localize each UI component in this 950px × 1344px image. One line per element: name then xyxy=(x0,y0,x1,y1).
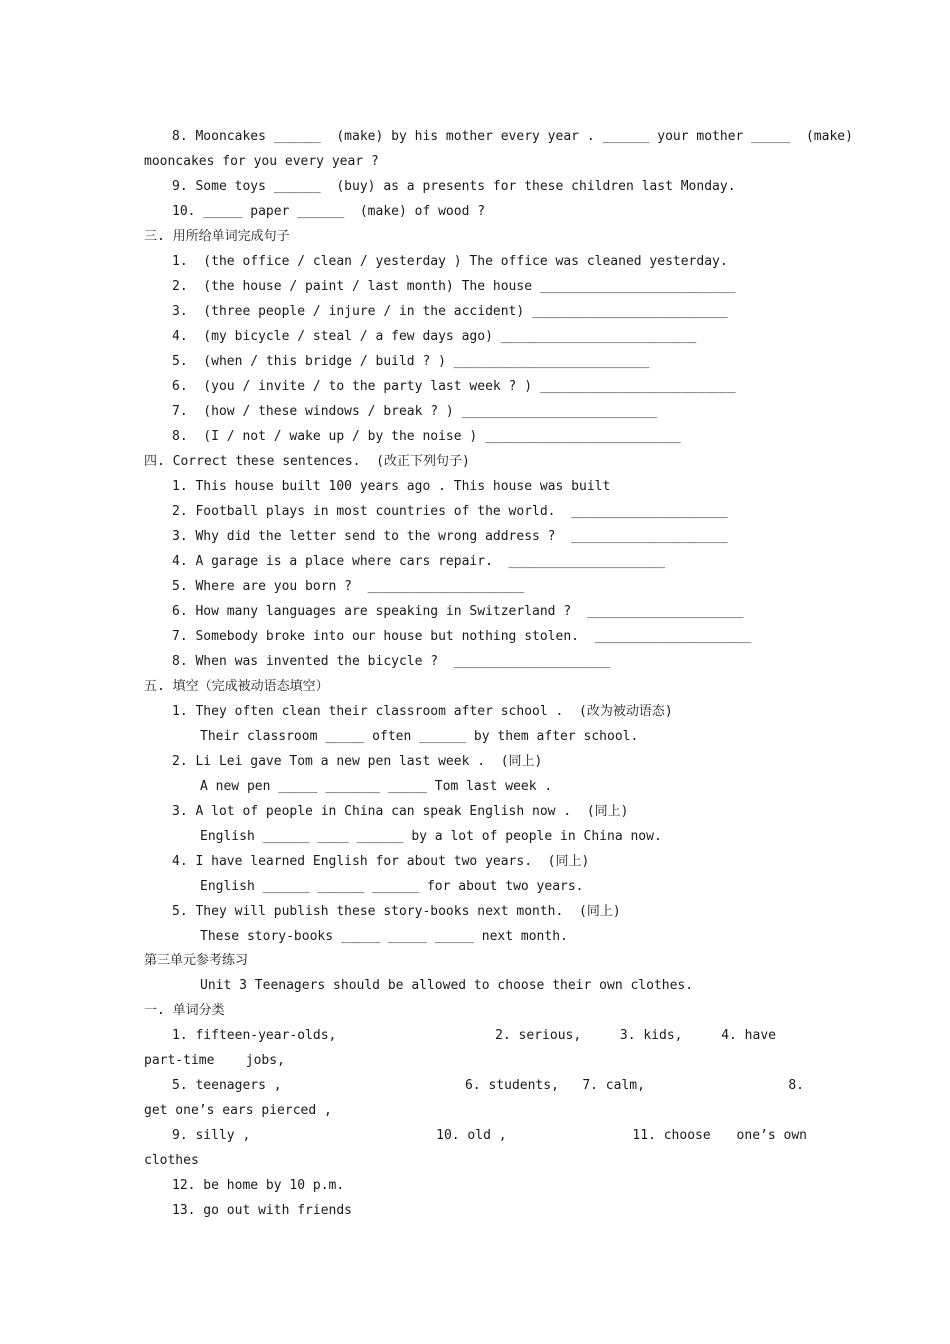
ex3-item-8: 8. (I / not / wake up / by the noise ) _________________________ xyxy=(172,429,681,444)
vocab-row-1-cont: part-time jobs, xyxy=(144,1053,285,1068)
vocab-word: 2. serious, xyxy=(495,1028,582,1043)
ex5-item-4: 4. I have learned English for about two years. (同上) xyxy=(172,854,590,869)
ex2-item-8-cont: mooncakes for you every year ? xyxy=(144,154,379,169)
vocab-word: 6. students, xyxy=(464,1078,559,1093)
section-5-heading: 五. 填空（完成被动语态填空） xyxy=(144,679,329,694)
vocab-word: 7. calm, xyxy=(582,1078,645,1093)
ex4-item-2: 2. Football plays in most countries of the world. ____________________ xyxy=(172,504,728,519)
ex4-item-7: 7. Somebody broke into our house but nothing stolen. ____________________ xyxy=(172,629,752,644)
vocab-row-1 xyxy=(172,1027,776,1045)
ex5-item-3: 3. A lot of people in China can speak English now . (同上) xyxy=(172,804,629,819)
vocab-row-5: 13. go out with friends xyxy=(172,1203,353,1218)
vocab-word: 5. teenagers , xyxy=(172,1078,282,1093)
ex4-item-6: 6. How many languages are speaking in Switzerland ? ____________________ xyxy=(172,604,744,619)
vocab-row-3-cont: clothes xyxy=(144,1153,199,1168)
ex3-item-5: 5. (when / this bridge / build ? ) _________________________ xyxy=(172,354,650,369)
ex3-item-4: 4. (my bicycle / steal / a few days ago) _________________________ xyxy=(172,329,697,344)
ex3-item-7: 7. (how / these windows / break ? ) _________________________ xyxy=(172,404,658,419)
vocab-word: 10. old , xyxy=(436,1128,507,1143)
vocab-word: one’s own xyxy=(736,1128,807,1143)
ex4-item-8: 8. When was invented the bicycle ? ____________________ xyxy=(172,654,611,669)
vocab-row-3 xyxy=(172,1127,807,1145)
vocab-row-2-cont: get one’s ears pierced , xyxy=(144,1103,332,1118)
ex5-item-1: 1. They often clean their classroom after school . (改为被动语态) xyxy=(172,704,673,719)
ex5-item-2: 2. Li Lei gave Tom a new pen last week . (同上) xyxy=(172,754,543,769)
vocab-word: 8. xyxy=(788,1078,804,1093)
vocab-word: 4. have xyxy=(721,1028,776,1043)
ex5-item-4-answer: English ______ ______ ______ for about two years. xyxy=(200,879,584,894)
section-3-heading: 三. 用所给单词完成句子 xyxy=(144,229,290,244)
ex4-item-1: 1. This house built 100 years ago . This house was built xyxy=(172,479,611,494)
ex3-item-1: 1. (the office / clean / yesterday ) The office was cleaned yesterday. xyxy=(172,254,728,269)
ex5-item-2-answer: A new pen _____ _______ _____ Tom last week . xyxy=(200,779,553,794)
ex5-item-5-answer: These story-books _____ _____ _____ next month. xyxy=(200,929,568,944)
ex4-item-5: 5. Where are you born ? ____________________ xyxy=(172,579,525,594)
vocab-word: 1. fifteen-year-olds, xyxy=(172,1028,337,1043)
ex4-item-4: 4. A garage is a place where cars repair. ____________________ xyxy=(172,554,666,569)
ex3-item-3: 3. (three people / injure / in the accident) _________________________ xyxy=(172,304,728,319)
vocab-row-4: 12. be home by 10 p.m. xyxy=(172,1178,345,1193)
ex3-item-6: 6. (you / invite / to the party last week ? ) _________________________ xyxy=(172,379,736,394)
ex2-item-8: 8. Mooncakes ______ (make) by his mother every year . ______ your mother _____ (make) xyxy=(172,129,853,144)
section-4-heading: 四. Correct these sentences. (改正下列句子) xyxy=(144,454,470,469)
vocab-word: 3. kids, xyxy=(619,1028,683,1043)
ex2-item-10: 10. _____ paper ______ (make) of wood ? xyxy=(172,204,486,219)
vocab-section-heading: 一. 单词分类 xyxy=(144,1003,225,1018)
ex3-item-2: 2. (the house / paint / last month) The house _________________________ xyxy=(172,279,736,294)
vocab-word: 11. choose xyxy=(632,1128,711,1143)
ex5-item-3-answer: English ______ ____ ______ by a lot of people in China now. xyxy=(200,829,662,844)
ex5-item-5: 5. They will publish these story-books next month. (同上) xyxy=(172,904,621,919)
ex4-item-3: 3. Why did the letter send to the wrong address ? ____________________ xyxy=(172,529,728,544)
unit-3-heading: 第三单元参考练习 xyxy=(144,953,249,968)
ex2-item-9: 9. Some toys ______ (buy) as a presents for these children last Monday. xyxy=(172,179,736,194)
ex5-item-1-answer: Their classroom _____ often ______ by them after school. xyxy=(200,729,639,744)
vocab-row-2 xyxy=(172,1077,804,1095)
vocab-word: 9. silly , xyxy=(172,1128,251,1143)
unit-3-title: Unit 3 Teenagers should be allowed to choose their own clothes. xyxy=(200,978,694,993)
